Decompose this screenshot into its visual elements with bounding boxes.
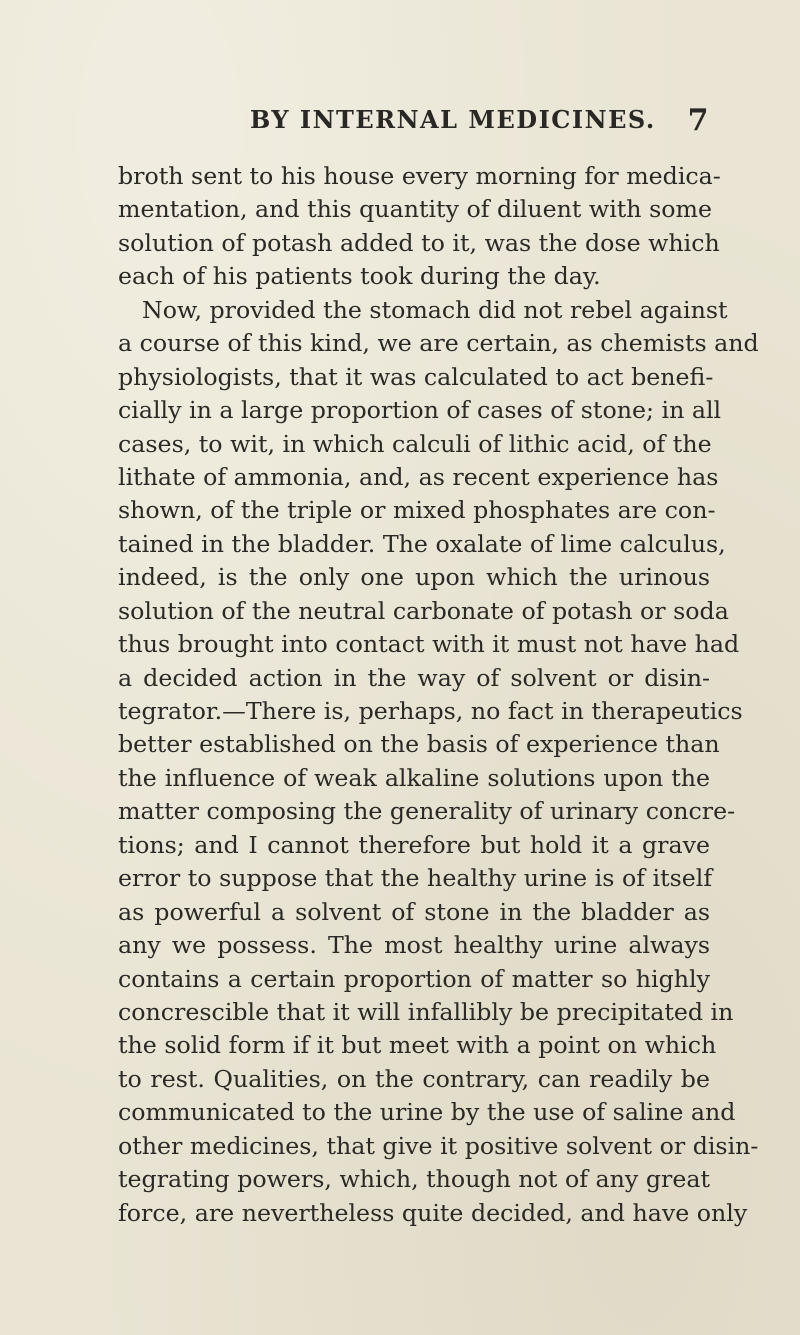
text-line: Now, provided the stomach did not rebel against [142, 295, 728, 324]
text-line: error to suppose that the healthy urine is of itself [118, 864, 713, 893]
text-line: a course of this kind, we are certain, as chemists and [118, 329, 759, 358]
text-line: the influence of weak alkaline solutions upon the [118, 763, 710, 792]
text-line: the solid form if it but meet with a point on which [118, 1031, 717, 1060]
body-text [118, 160, 759, 1230]
text-line: lithate of ammonia, and, as recent experience has [118, 462, 719, 491]
text-line: broth sent to his house every morning for medica- [118, 162, 721, 190]
text-line: tained in the bladder. The oxalate of lime calculus, [118, 529, 726, 558]
text-line: each of his patients took during the day. [118, 262, 601, 291]
text-line: communicated to the urine by the use of saline and [118, 1098, 736, 1127]
page-number: 7 [687, 103, 710, 138]
text-line: matter composing the generality of urinary concre- [118, 797, 736, 826]
text-line: physiologists, that it was calculated to act benefi- [118, 362, 714, 391]
text-line: indeed, is the only one upon which the urinous [118, 563, 710, 592]
text-line: a decided action in the way of solvent or disin- [118, 663, 710, 692]
text-line: tegrator.—There is, perhaps, no fact in therapeutics [118, 697, 743, 725]
text-line: cases, to wit, in which calculi of lithic acid, of the [118, 429, 712, 458]
text-line: force, are nevertheless quite decided, and have only [118, 1198, 748, 1227]
text-line: tions; and I cannot therefore but hold it a grave [118, 830, 710, 859]
text-line: thus brought into contact with it must not have had [118, 630, 740, 659]
running-title: BY INTERNAL MEDICINES. [250, 105, 656, 134]
text-line: to rest. Qualities, on the contrary, can readily be [118, 1064, 710, 1093]
text-line: contains a certain proportion of matter so highly [118, 964, 710, 993]
text-line: tegrating powers, which, though not of any great [118, 1165, 710, 1194]
text-line: solution of the neutral carbonate of potash or soda [118, 596, 729, 625]
text-line: cially in a large proportion of cases of stone; in all [118, 396, 722, 425]
text-line: concrescible that it will infallibly be precipitated in [118, 997, 734, 1026]
text-line: better established on the basis of experience than [118, 730, 720, 759]
text-line: shown, of the triple or mixed phosphates are con- [118, 496, 716, 525]
text-line: any we possess. The most healthy urine always [118, 931, 710, 960]
text-line: solution of potash added to it, was the dose which [118, 228, 720, 257]
text-line: as powerful a solvent of stone in the bladder as [118, 897, 710, 926]
running-head [250, 105, 710, 145]
text-line: mentation, and this quantity of diluent with some [118, 195, 712, 224]
text-line: other medicines, that give it positive solvent or disin- [118, 1131, 759, 1160]
